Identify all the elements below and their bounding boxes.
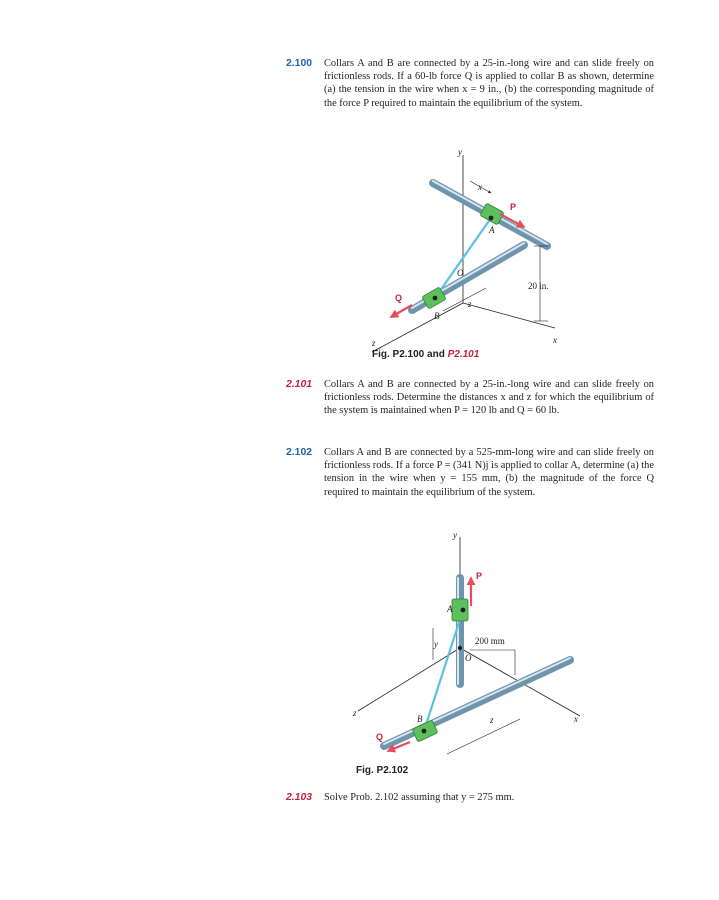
fig2-label-offset: 200 mm (475, 636, 505, 646)
problem-text-2-100: Collars A and B are connected by a 25-in.-long wire and can slide freely on frictionless rods. If a 60-lb force Q is applied to collar B as shown, determine (a) the tension in the wire when x = 9 in., (b) the corresponding magnitude of the force P required to maintain the equilibrium of the system. (324, 58, 654, 109)
fig2-label-o: O (465, 653, 472, 663)
label-height: 20 in. (528, 281, 549, 291)
collar-a-2 (452, 599, 468, 621)
label-o: O (457, 268, 464, 278)
label-y: y (458, 147, 462, 157)
label-a: A (489, 225, 495, 235)
fig2-label-a: A (447, 604, 453, 614)
z-dimension-line-2 (447, 719, 520, 754)
fig2-label-b: B (417, 714, 423, 724)
fig2-z-axis-line (358, 648, 460, 711)
figure2-caption: Fig. P2.102 (356, 765, 409, 776)
fig2-label-z: z (353, 708, 357, 718)
origin-point (458, 646, 462, 650)
label-b: B (434, 311, 440, 321)
fig2-label-z-dim: z (490, 715, 494, 725)
fig2-label-x: x (574, 714, 578, 724)
lower-rod-2 (384, 660, 570, 746)
fig2-label-p: P (476, 571, 483, 581)
problem-number-2-100: 2.100 (286, 58, 313, 69)
lower-rod-2-highlight (384, 658, 570, 744)
figure1-caption: Fig. P2.100 and P2.101 (372, 349, 480, 360)
problem-text-2-102: Collars A and B are connected by a 525-mm-long wire and can slide freely on frictionless rods. If a force P = (341 N)j is applied to collar A, determine (a) the tension in the wire when y = 155 mm, (b) the magnitude of the force Q required to maintain the equilibrium of the system. (324, 447, 654, 498)
problem-text-2-103: Solve Prob. 2.102 assuming that y = 275 mm. (324, 792, 515, 803)
problem-text-2-101: Collars A and B are connected by a 25-in.-long wire and can slide freely on frictionless rods. Determine the distances x and z for which the equilibrium of the system is maintained when P = 120 lb and Q = 60 lb. (324, 379, 654, 417)
label-z-dim: z (468, 299, 472, 309)
problem-number-2-103: 2.103 (286, 792, 313, 803)
problem-number-2-102: 2.102 (286, 447, 313, 458)
problem-number-2-101: 2.101 (286, 379, 313, 390)
fig2-label-y: y (453, 530, 457, 540)
fig2-label-y-dim: y (434, 639, 438, 649)
label-q: Q (395, 293, 403, 303)
fig2-label-q: Q (376, 732, 384, 742)
label-x: x (553, 335, 557, 345)
label-p: P (510, 202, 517, 212)
label-z: z (372, 338, 376, 348)
label-x-dim: x (478, 182, 482, 192)
figure1-caption-link: P2.101 (447, 349, 480, 360)
